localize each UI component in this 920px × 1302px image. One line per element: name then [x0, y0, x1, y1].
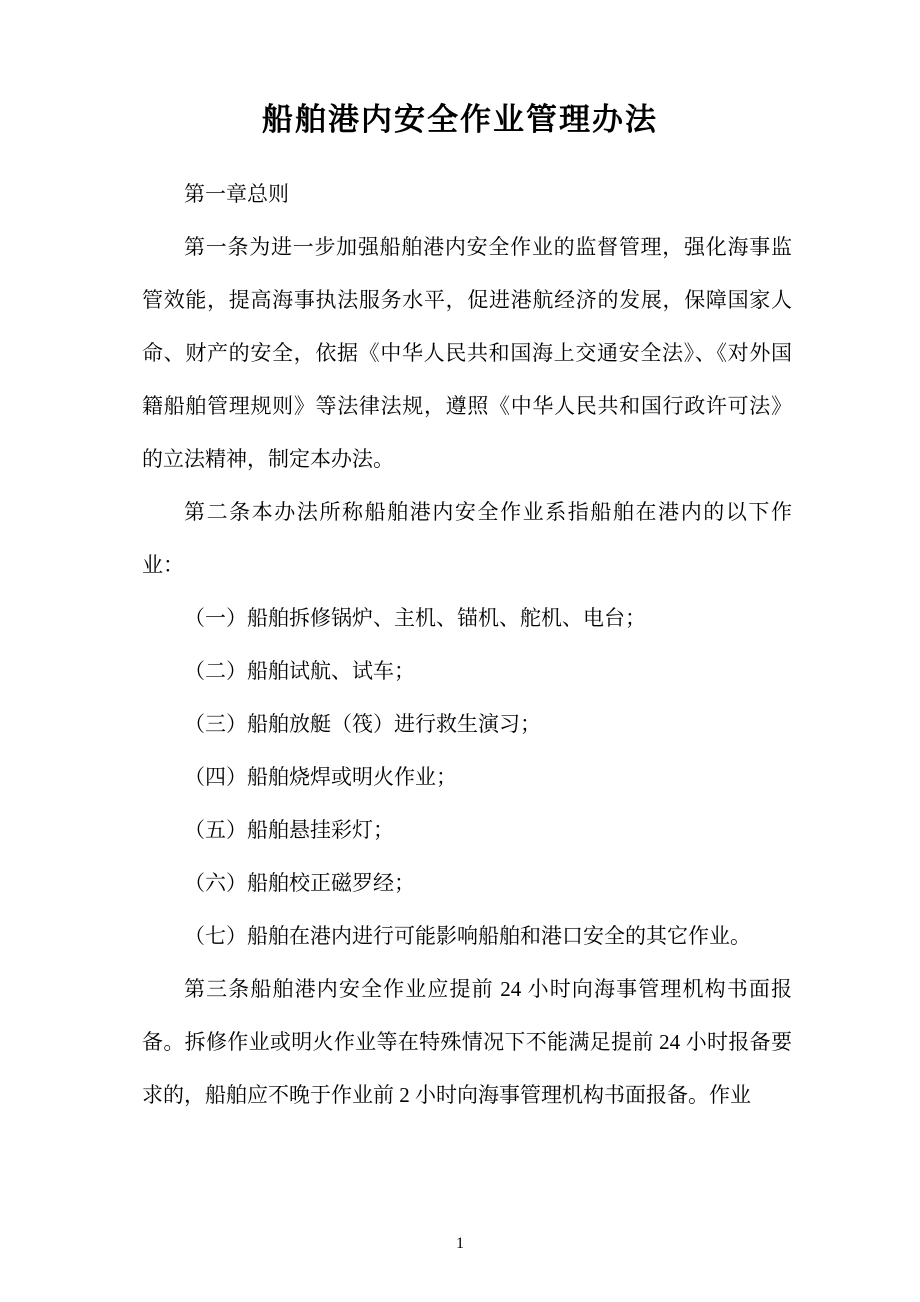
paragraph-chapter-heading: 第一章总则 — [184, 182, 289, 206]
paragraph-article-2: 第二条本办法所称船舶港内安全作业系指船舶在港内的以下作业： — [142, 500, 792, 577]
paragraph-article-3: 第三条船舶港内安全作业应提前 24 小时向海事管理机构书面报备。拆修作业或明火作业等在特殊情况下不能满足提前 24 小时报备要求的，船舶应不晚于作业前 2 小时向海事管理机构书面报备。作业 — [142, 977, 792, 1107]
paragraph-list-item-1: （一）船舶拆修锅炉、主机、锚机、舵机、电台； — [184, 606, 646, 630]
paragraph-list-item-6: （六）船舶校正磁罗经； — [184, 871, 415, 895]
paragraph-list-item-7: （七）船舶在港内进行可能影响船舶和港口安全的其它作业。 — [184, 924, 751, 948]
paragraph-article-1: 第一条为进一步加强船舶港内安全作业的监督管理，强化海事监管效能，提高海事执法服务水平，促进港航经济的发展，保障国家人命、财产的安全，依据《中华人民共和国海上交通安全法》、《对外国籍船舶管理规则》等法律法规，遵照《中华人民共和国行政许可法》的立法精神，制定本办法。 — [142, 235, 792, 471]
paragraph-list-item-2: （二）船舶试航、试车； — [184, 659, 415, 683]
paragraph-list-item-4: （四）船舶烧焊或明火作业； — [184, 765, 457, 789]
document-title: 船舶港内安全作业管理办法 — [262, 102, 658, 137]
paragraph-list-item-3: （三）船舶放艇（筏）进行救生演习； — [184, 712, 541, 736]
document-body — [142, 168, 792, 1122]
page-number: 1 — [456, 1235, 464, 1252]
paragraph-list-item-5: （五）船舶悬挂彩灯； — [184, 818, 394, 842]
